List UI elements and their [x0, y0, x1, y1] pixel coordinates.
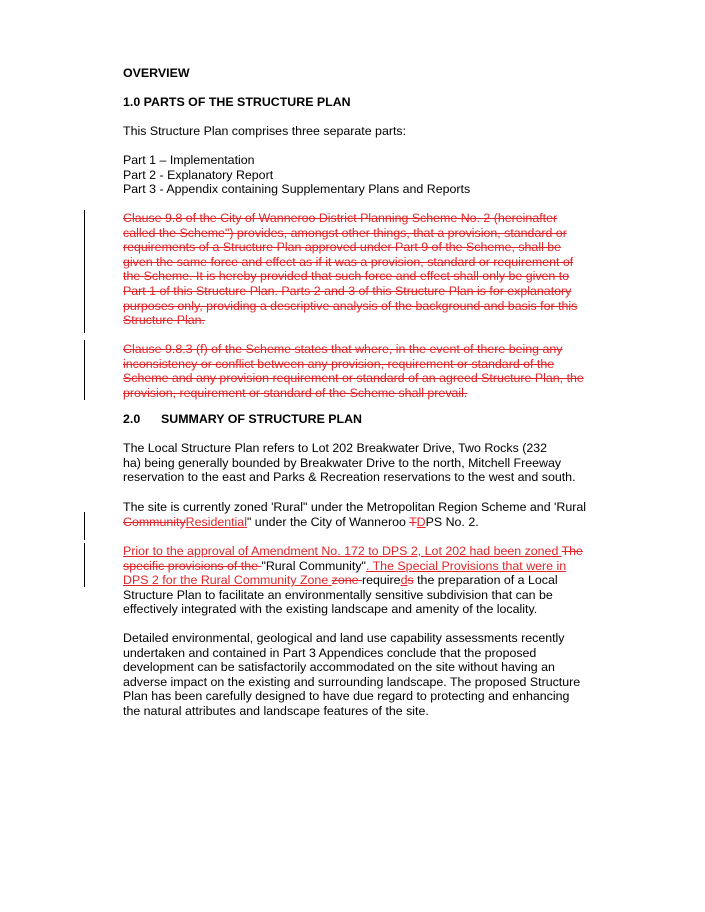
- section2-heading: [123, 412, 603, 427]
- parts-list-item: Part 3 - Appendix containing Supplementary Plans and Reports: [123, 182, 471, 197]
- overview-heading: OVERVIEW: [123, 66, 190, 80]
- section1-intro: This Structure Plan comprises three separate parts:: [123, 124, 407, 138]
- change-bar: [84, 340, 85, 400]
- change-bar: [84, 543, 85, 587]
- section2-number: 2.0: [123, 412, 141, 426]
- change-bar: [84, 512, 85, 540]
- parts-list-item: Part 2 - Explanatory Report: [123, 167, 274, 182]
- section2-title: SUMMARY OF STRUCTURE PLAN: [161, 412, 363, 426]
- section2-paragraph-assessments: Detailed environmental, geological and land use capability assessments recently undertaken and contained in Part 3 Appendices conclude that the proposed development can be satisfactorily accommodated on the site without having an adverse impact on the existing and surrounding landscape. The proposed Structure Plan has been carefully designed to have due regard to protecting and enhancing the natural attributes and landscape features of the site.: [123, 631, 581, 718]
- change-bar: [84, 210, 85, 333]
- section2-paragraph-location: The Local Structure Plan refers to Lot 202 Breakwater Drive, Two Rocks (232 ha) being generally bounded by Breakwater Drive to the north, Mitchell Freeway reservation to the east and Parks & Recreation reservations to the west and south.: [123, 441, 576, 485]
- parts-list-item: Part 1 – Implementation: [123, 153, 255, 167]
- section1-heading: 1.0 PARTS OF THE STRUCTURE PLAN: [123, 95, 351, 109]
- deleted-paragraph-clause-9-8: Clause 9.8 of the City of Wanneroo District Planning Scheme No. 2 (hereinafter called the Scheme") provides, amongst other things, that a provision, standard or requirements of a Structure Plan approved under Part 9 of the Scheme, shall be given the same force and effect as if it was a provision, standard or requirement of the Scheme. It is hereby provided that such force and effect shall only be given to Part 1 of this Structure Plan. Parts 2 and 3 of this Structure Plan is for explanatory purposes only, providing a descriptive analysis of the background and basis for this Structure Plan.: [123, 211, 578, 328]
- section2-paragraph-amendment: Prior to the approval of Amendment No. 172 to DPS 2, Lot 202 had been zoned The specific provisions of the "Rural Community". The Special Provisions that were in DPS 2 for the Rural Community Zone zone requireds the preparation of a Local Structure Plan to facilitate an environmentally sensitive subdivision that can be effectively integrated with the existing landscape and amenity of the locality.: [123, 544, 583, 617]
- section2-paragraph-zoning: The site is currently zoned 'Rural" under the Metropolitan Region Scheme and 'Rural CommunityResidential" under the City of Wanneroo TDPS No. 2.: [123, 500, 587, 529]
- parts-list: [123, 153, 603, 197]
- deleted-paragraph-clause-9-8-3: Clause 9.8.3 (f) of the Scheme states that where, in the event of there being any inconsistency or conflict between any provision, requirement or standard of the Scheme and any provision requirement or standard of an agreed Structure Plan, the provision, requirement or standard of the Scheme shall prevail.: [123, 342, 584, 400]
